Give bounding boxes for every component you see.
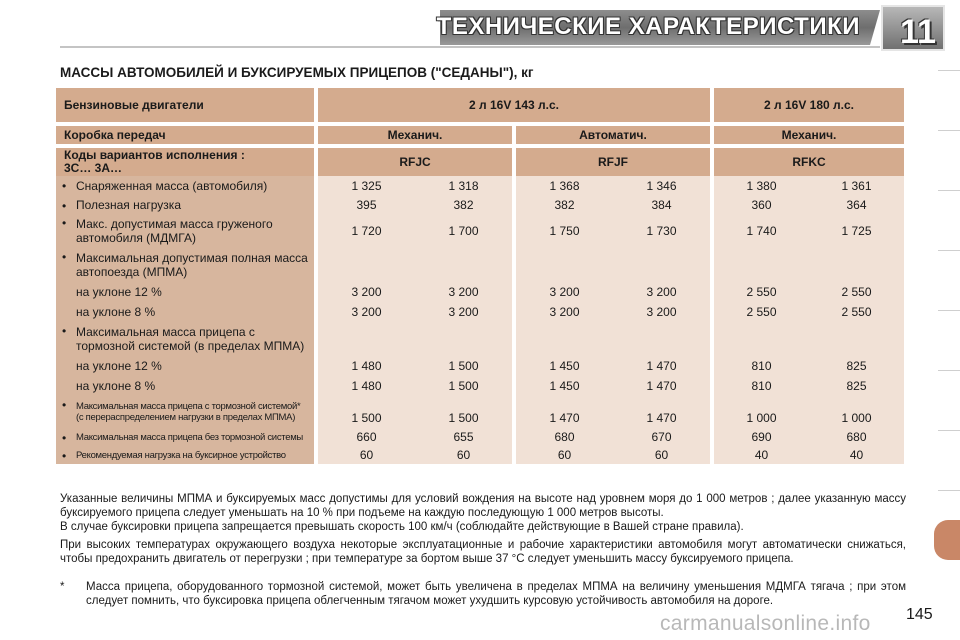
table-row-values [516,196,710,214]
table-row-label [56,356,314,376]
codes-row [56,148,904,176]
table-cell: 2 550 [746,305,777,319]
table-cell: 2 550 [841,305,872,319]
table-row-values [318,356,512,376]
gearbox-row [56,126,904,144]
codes-label-line-2: 3C… 3A… [64,161,123,175]
table-cell: 1 725 [841,224,872,238]
table-body [56,176,904,464]
table-cell: 1 470 [549,411,580,425]
table-row-values [516,214,710,248]
gearbox-label: Коробка передач [56,126,314,144]
row-labels-column [56,176,314,464]
row-label-text: Рекомендуемая нагрузка на буксирное устройство [76,449,286,461]
engines-row [56,88,904,122]
table-row-values [714,302,904,322]
engines-label: Бензиновые двигатели [56,88,314,122]
page-number: 145 [906,606,933,623]
table-cell: 1 700 [448,224,479,238]
table-row-values [516,176,710,196]
table-cell: 1 325 [351,179,382,193]
table-row-values [318,302,512,322]
table-row-label [56,176,314,196]
table-cell: 1 500 [448,379,479,393]
row-label-text: Максимальная допустимая полная масса автопоезда (МПМА) [76,251,308,279]
code-rfjf: RFJF [516,148,710,176]
table-cell: 40 [849,448,864,462]
table-row-label [56,282,314,302]
table-cell: 3 200 [646,285,677,299]
values-column-group [516,176,710,464]
row-label-text: Максимальная масса прицепа с тормозной системой (в пределах МПМА) [76,325,305,353]
table-row-label [56,322,314,356]
table-cell: 60 [654,448,669,462]
table-cell: 1 470 [646,359,677,373]
table-cell: 2 550 [841,285,872,299]
table-row-values [714,196,904,214]
bullet: • [62,199,67,213]
side-divider [938,490,960,491]
table-cell: 3 200 [549,285,580,299]
table-cell [613,353,710,356]
table-cell: 810 [751,359,772,373]
table-row-values [516,428,710,446]
table-row-values [318,376,512,396]
table-row-values [714,282,904,302]
footnote-star: * [60,581,65,593]
table-cell: 680 [554,430,575,444]
table-row-values [516,248,710,282]
table-cell: 3 200 [549,305,580,319]
row-label-text: Максимальная масса прицепа с тормозной системой* (с перераспределением нагрузки в пределах МПМА) [76,401,301,423]
table-cell: 1 480 [351,359,382,373]
table-cell: 1 450 [549,359,580,373]
table-cell: 3 200 [448,305,479,319]
bullet: • [62,250,67,264]
bullet: • [62,398,67,412]
table-cell: 1 318 [448,179,479,193]
table-cell: 1 450 [549,379,580,393]
table-row-values [318,248,512,282]
table-cell [613,279,710,282]
row-label-text: Макс. допустимая масса груженого автомобиля (МДМГА) [76,217,273,245]
masses-table [56,84,904,468]
table-cell: 364 [846,198,867,212]
table-cell: 3 200 [351,285,382,299]
engine-143: 2 л 16V 143 л.с. [318,88,710,122]
note-temperature: При высоких температурах окружающего воздуха некоторые эксплуатационные и рабочие характеристики автомобиля могут автоматически снижаться, чтобы предохранить двигатель от перегрузки ; при температуре за бортом выше 37 °C следует уменьшить массу буксируемого прицепа. [60,539,906,565]
table-cell: 1 740 [746,224,777,238]
table-cell: 1 470 [646,411,677,425]
table-cell: 1 500 [448,359,479,373]
table-row-values [516,282,710,302]
table-cell: 825 [846,379,867,393]
table-row-values [516,376,710,396]
table-row-values [516,396,710,428]
chapter-side-tab[interactable] [934,520,960,560]
table-cell [516,279,613,282]
table-cell [318,279,415,282]
table-row-values [318,196,512,214]
table-cell: 1 480 [351,379,382,393]
values-column-group [714,176,904,464]
table-cell: 3 200 [351,305,382,319]
code-rfkc: RFKC [714,148,904,176]
gearbox-2: Автоматич. [516,126,710,144]
table-cell: 1 500 [448,411,479,425]
table-cell: 1 361 [841,179,872,193]
table-row-values [318,446,512,464]
table-row-values [318,322,512,356]
row-label-text: на уклоне 12 % [76,285,162,299]
table-row-values [516,446,710,464]
engine-180: 2 л 16V 180 л.с. [714,88,904,122]
bullet: • [62,449,67,463]
table-cell [809,279,904,282]
table-cell: 2 550 [746,285,777,299]
footnote-text: Масса прицепа, оборудованного тормозной системой, может быть увеличена в пределах МПМА на величину уменьшения МДМГА тягача ; при этом следует помнить, что буксировка прицепа облегченным тягачом может ухудшить курсовую устойчивость автомобиля на дороге. [86,581,906,607]
table-cell: 1 470 [646,379,677,393]
gearbox-3: Механич. [714,126,904,144]
side-divider [938,190,960,191]
table-cell [415,279,512,282]
row-label-text: Максимальная масса прицепа без тормозной системы [76,431,303,443]
table-cell: 810 [751,379,772,393]
row-label-text: Снаряженная масса (автомобиля) [76,179,268,193]
gearbox-1: Механич. [318,126,512,144]
table-row-values [714,356,904,376]
side-divider [938,130,960,131]
table-row-label [56,248,314,282]
table-row-label [56,428,314,446]
table-cell: 1 720 [351,224,382,238]
side-divider [938,370,960,371]
table-row-values [318,396,512,428]
table-row-values [516,356,710,376]
table-cell: 382 [453,198,474,212]
table-cell: 1 750 [549,224,580,238]
table-row-values [318,176,512,196]
table-row-values [714,376,904,396]
table-cell: 1 380 [746,179,777,193]
note-altitude: Указанные величины МПМА и буксируемых масс допустимы для условий вождения на высоте над уровнем моря до 1 000 метров ; далее указанную массу буксируемого прицепа следует уменьшать на 10 % при подъеме на каждую последующую 1 000 метров высоты. [60,493,906,519]
bullet: • [62,431,67,445]
table-cell: 3 200 [448,285,479,299]
table-cell [809,353,904,356]
table-row-values [714,428,904,446]
row-label-text: на уклоне 8 % [76,379,156,393]
table-cell [415,353,512,356]
table-cell: 384 [651,198,672,212]
table-cell: 60 [359,448,374,462]
bullet: • [62,179,67,193]
table-cell: 1 000 [746,411,777,425]
table-cell: 1 500 [351,411,382,425]
bullet: • [62,216,67,230]
table-row-label [56,396,314,428]
table-row-values [714,214,904,248]
section-title: МАССЫ АВТОМОБИЛЕЙ И БУКСИРУЕМЫХ ПРИЦЕПОВ ("СЕДАНЫ"), кг [60,65,534,80]
table-row-values [318,214,512,248]
table-cell: 395 [356,198,377,212]
table-cell [318,353,415,356]
bullet: • [62,324,67,338]
table-row-values [714,248,904,282]
footnote [60,580,906,608]
table-cell: 3 200 [646,305,677,319]
table-row-values [318,428,512,446]
table-row-label [56,302,314,322]
table-cell: 1 000 [841,411,872,425]
table-cell: 360 [751,198,772,212]
table-cell: 690 [751,430,772,444]
codes-label [56,148,314,176]
table-cell: 40 [754,448,769,462]
table-cell: 60 [456,448,471,462]
watermark: carmanualsonline.info [660,612,871,635]
table-row-label [56,376,314,396]
table-row-values [516,322,710,356]
table-row-values [714,322,904,356]
table-cell [516,353,613,356]
side-divider [938,310,960,311]
side-divider [938,250,960,251]
table-cell: 1 346 [646,179,677,193]
table-row-values [318,282,512,302]
values-column-group [318,176,512,464]
table-cell: 660 [356,430,377,444]
table-row-label [56,214,314,248]
code-rfjc: RFJC [318,148,512,176]
table-row-label [56,196,314,214]
side-divider [938,430,960,431]
table-cell: 655 [453,430,474,444]
row-label-text: на уклоне 8 % [76,305,156,319]
row-label-text: Полезная нагрузка [76,198,181,212]
table-row-label [56,446,314,464]
chapter-title: ТЕХНИЧЕСКИЕ ХАРАКТЕРИСТИКИ [436,13,860,40]
table-cell [714,353,809,356]
table-row-values [714,396,904,428]
table-cell: 60 [557,448,572,462]
note-speed: В случае буксировки прицепа запрещается превышать скорость 100 км/ч (соблюдайте действующие в Вашей стране правила). [60,521,744,533]
table-cell: 1 368 [549,179,580,193]
table-cell [714,279,809,282]
table-cell: 382 [554,198,575,212]
codes-label-line-1: Коды вариантов исполнения : [64,148,245,162]
table-cell: 1 730 [646,224,677,238]
table-cell: 670 [651,430,672,444]
table-cell: 680 [846,430,867,444]
table-row-values [714,176,904,196]
table-cell: 825 [846,359,867,373]
side-divider [938,70,960,71]
table-row-values [516,302,710,322]
row-label-text: на уклоне 12 % [76,359,162,373]
table-row-values [714,446,904,464]
chapter-number: 11 [900,13,936,51]
